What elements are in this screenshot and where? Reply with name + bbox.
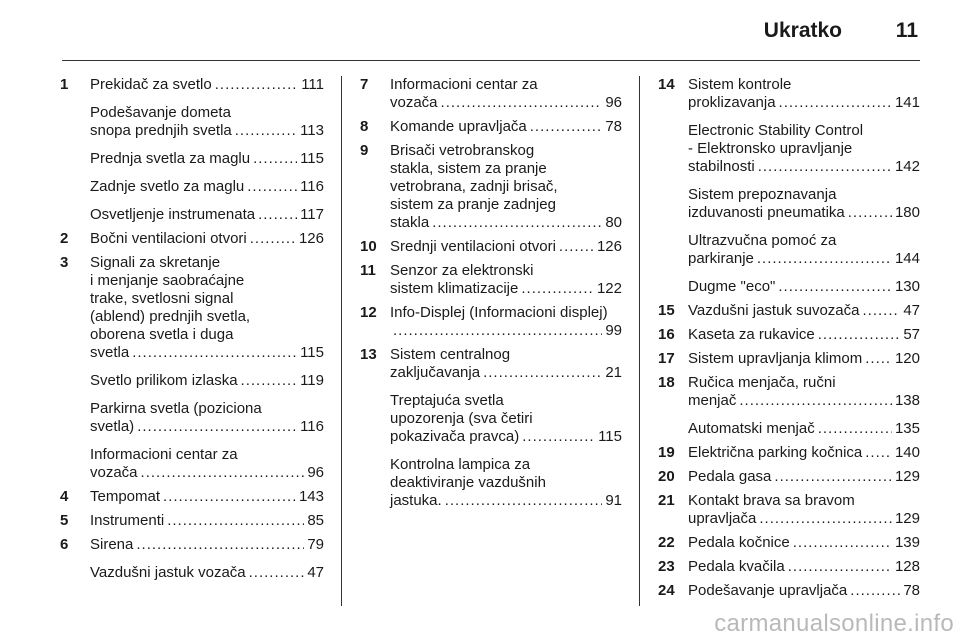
watermark: carmanualsonline.info <box>714 610 954 637</box>
toc-entry <box>60 76 324 94</box>
entry-page-number: 79 <box>307 536 324 553</box>
entry-text: Treptajuća svetla <box>390 392 504 409</box>
entry-text: Podešavanje upravljača <box>688 582 848 599</box>
toc-entry <box>60 488 324 506</box>
entry-page-number: 113 <box>300 122 324 139</box>
entry-number: 14 <box>658 76 675 93</box>
entry-page-number: 143 <box>298 488 324 505</box>
entry-page-number: 128 <box>894 558 920 575</box>
dot-leader <box>445 492 603 510</box>
toc-entry <box>658 76 920 112</box>
entry-page-number: 138 <box>894 392 920 409</box>
toc-entry <box>658 582 920 600</box>
dot-leader <box>141 464 305 482</box>
entry-number: 16 <box>658 326 675 343</box>
dot-leader <box>167 512 304 530</box>
toc-entry <box>658 186 920 222</box>
dot-leader <box>739 392 892 410</box>
dot-leader <box>757 250 892 268</box>
entry-number: 19 <box>658 444 675 461</box>
entry-text: (ablend) prednjih svetla, <box>90 308 251 325</box>
entry-text: deaktiviranje vazdušnih <box>390 474 546 491</box>
entry-page-number: 119 <box>300 372 324 389</box>
entry-text: upozorenja (sva četiri <box>390 410 533 427</box>
entry-number: 7 <box>360 76 369 93</box>
entry-text: i menjanje saobraćajne <box>90 272 245 289</box>
entry-text: upravljača <box>688 510 757 527</box>
entry-page-number: 120 <box>894 350 920 367</box>
entry-page-number: 111 <box>301 76 324 93</box>
entry-text: pokazivača pravca) <box>390 428 520 445</box>
entry-text: Pedala gasa <box>688 468 772 485</box>
dot-leader <box>758 158 892 176</box>
entry-text: Vazdušni jastuk suvozača <box>688 302 860 319</box>
entry-text: stabilnosti <box>688 158 755 175</box>
toc-entry <box>658 534 920 552</box>
entry-text: parkiranje <box>688 250 754 267</box>
entry-text: Informacioni centar za <box>390 76 538 93</box>
dot-leader <box>862 302 900 320</box>
entry-text: Brisači vetrobranskog <box>390 142 535 159</box>
entry-text: Electronic Stability Control <box>688 122 864 139</box>
entry-page-number: 96 <box>605 94 622 111</box>
entry-text: Ručica menjača, ručni <box>688 374 836 391</box>
entry-page-number: 96 <box>307 464 324 481</box>
column-divider-1 <box>341 76 342 606</box>
entry-page-number: 122 <box>596 280 622 297</box>
entry-number: 9 <box>360 142 369 159</box>
entry-text: Instrumenti <box>90 512 165 529</box>
dot-leader <box>247 178 297 196</box>
dot-leader <box>258 206 297 224</box>
entry-number: 17 <box>658 350 675 367</box>
dot-leader <box>865 444 892 462</box>
toc-entry <box>60 400 324 436</box>
entry-text: Sistem upravljanja klimom <box>688 350 863 367</box>
toc-entry <box>658 350 920 368</box>
entry-text: Ultrazvučna pomoć za <box>688 232 837 249</box>
dot-leader <box>779 94 892 112</box>
entry-page-number: 130 <box>894 278 920 295</box>
entry-text: Sistem centralnog <box>390 346 511 363</box>
entry-text: Senzor za elektronski <box>390 262 534 279</box>
dot-leader <box>241 372 298 390</box>
toc-entry <box>658 558 920 576</box>
entry-text: trake, svetlosni signal <box>90 290 234 307</box>
toc-entry <box>60 104 324 140</box>
dot-leader <box>778 278 892 296</box>
entry-text: Pedala kvačila <box>688 558 785 575</box>
entry-number: 11 <box>360 262 376 279</box>
entry-text: stakla <box>390 214 430 231</box>
toc-entry <box>60 254 324 362</box>
entry-text: Tempomat <box>90 488 161 505</box>
entry-page-number: 144 <box>894 250 920 267</box>
page-header <box>0 0 960 62</box>
entry-page-number: 117 <box>300 206 324 223</box>
dot-leader <box>235 122 297 140</box>
entry-page-number: 78 <box>903 582 920 599</box>
page-title: Ukratko <box>763 19 842 42</box>
entry-page-number: 80 <box>605 214 622 231</box>
dot-leader <box>253 150 297 168</box>
entry-page-number: 140 <box>894 444 920 461</box>
dot-leader <box>759 510 892 528</box>
entry-page-number: 116 <box>300 178 324 195</box>
dot-leader <box>788 558 892 576</box>
toc-entry <box>60 150 324 168</box>
entry-page-number: 135 <box>894 420 920 437</box>
toc-entry <box>658 444 920 462</box>
toc-column-2 <box>360 76 622 516</box>
entry-number: 18 <box>658 374 675 391</box>
dot-leader <box>137 418 297 436</box>
entry-page-number: 21 <box>605 364 622 381</box>
entry-text: proklizavanja <box>688 94 776 111</box>
entry-text: jastuka. <box>390 492 442 509</box>
entry-number: 23 <box>658 558 675 575</box>
entry-number: 2 <box>60 230 69 247</box>
entry-text: stakla, sistem za pranje <box>390 160 547 177</box>
entry-page-number: 115 <box>300 344 324 361</box>
column-divider-2 <box>639 76 640 606</box>
entry-text: sistem klimatizacije <box>390 280 519 297</box>
entry-page-number: 141 <box>894 94 920 111</box>
dot-leader <box>249 564 305 582</box>
entry-page-number: 116 <box>300 418 324 435</box>
toc-entry <box>60 230 324 248</box>
toc-entry <box>658 326 920 344</box>
page-number: 11 <box>895 19 918 42</box>
toc-entry <box>360 76 622 112</box>
toc-entry <box>60 178 324 196</box>
entry-text: Prednja svetla za maglu <box>90 150 251 167</box>
entry-page-number: 78 <box>605 118 622 135</box>
entry-text: sistem za pranje zadnjeg <box>390 196 556 213</box>
entry-text: Srednji ventilacioni otvori <box>390 238 556 255</box>
entry-page-number: 180 <box>894 204 920 221</box>
entry-text: Zadnje svetlo za maglu <box>90 178 245 195</box>
dot-leader <box>215 76 298 94</box>
entry-text: zaključavanja <box>390 364 481 381</box>
entry-text: Sistem prepoznavanja <box>688 186 837 203</box>
toc-entry <box>60 536 324 554</box>
dot-leader <box>774 468 892 486</box>
entry-text: Automatski menjač <box>688 420 815 437</box>
entry-number: 8 <box>360 118 369 135</box>
dot-leader <box>250 230 296 248</box>
entry-number: 10 <box>360 238 377 255</box>
toc-entry <box>60 564 324 582</box>
toc-entry <box>658 278 920 296</box>
entry-text: Signali za skretanje <box>90 254 221 271</box>
entry-page-number: 139 <box>894 534 920 551</box>
toc-entry <box>60 446 324 482</box>
entry-text: Kontrolna lampica za <box>390 456 531 473</box>
entry-text: svetla <box>90 344 130 361</box>
entry-text: snopa prednjih svetla <box>90 122 232 139</box>
toc-entry <box>360 304 622 340</box>
toc-entry <box>658 122 920 176</box>
entry-page-number: 57 <box>903 326 920 343</box>
entry-page-number: 115 <box>300 150 324 167</box>
entry-text: oborena svetla i duga <box>90 326 234 343</box>
entry-number: 12 <box>360 304 377 321</box>
dot-leader <box>132 344 297 362</box>
entry-text: vozača <box>390 94 438 111</box>
entry-number: 21 <box>658 492 675 509</box>
toc-column-3 <box>658 76 920 606</box>
entry-text: Bočni ventilacioni otvori <box>90 230 247 247</box>
entry-text: Električna parking kočnica <box>688 444 863 461</box>
dot-leader <box>432 214 602 232</box>
entry-text: svetla) <box>90 418 135 435</box>
entry-page-number: 47 <box>307 564 324 581</box>
entry-number: 5 <box>60 512 69 529</box>
entry-text: Info-Displej (Informacioni displej) <box>390 304 608 321</box>
entry-page-number: 85 <box>307 512 324 529</box>
entry-text: Parkirna svetla (poziciona <box>90 400 262 417</box>
dot-leader <box>522 428 595 446</box>
dot-leader <box>521 280 594 298</box>
entry-page-number: 99 <box>605 322 622 339</box>
entry-page-number: 126 <box>298 230 324 247</box>
toc-entry <box>658 420 920 438</box>
entry-text: Informacioni centar za <box>90 446 238 463</box>
entry-text: Svetlo prilikom izlaska <box>90 372 238 389</box>
entry-page-number: 47 <box>903 302 920 319</box>
entry-text: Vazdušni jastuk vozača <box>90 564 246 581</box>
dot-leader <box>850 582 900 600</box>
toc-entry <box>360 262 622 298</box>
entry-text: Komande upravljača <box>390 118 527 135</box>
toc-entry <box>60 512 324 530</box>
entry-number: 15 <box>658 302 675 319</box>
entry-text: Prekidač za svetlo <box>90 76 212 93</box>
dot-leader <box>865 350 892 368</box>
dot-leader <box>441 94 603 112</box>
entry-text: Osvetljenje instrumenata <box>90 206 256 223</box>
entry-text: vetrobrana, zadnji brisač, <box>390 178 558 195</box>
entry-page-number: 129 <box>894 468 920 485</box>
toc-entry <box>360 142 622 232</box>
toc-entry <box>360 118 622 136</box>
toc-entry <box>658 302 920 320</box>
toc-entry <box>360 392 622 446</box>
dot-leader <box>848 204 892 222</box>
entry-page-number: 91 <box>605 492 622 509</box>
toc-entry <box>658 492 920 528</box>
entry-page-number: 126 <box>596 238 622 255</box>
toc-entry <box>658 374 920 410</box>
entry-text: Pedala kočnice <box>688 534 790 551</box>
entry-text: Sistem kontrole <box>688 76 792 93</box>
toc-entry <box>60 372 324 390</box>
entry-text: menjač <box>688 392 737 409</box>
entry-text: Dugme "eco" <box>688 278 776 295</box>
toc-entry <box>360 346 622 382</box>
dot-leader <box>483 364 602 382</box>
entry-number: 6 <box>60 536 69 553</box>
dot-leader <box>559 238 594 256</box>
header-divider <box>62 60 920 61</box>
entry-text: Kaseta za rukavice <box>688 326 815 343</box>
dot-leader <box>393 322 602 340</box>
entry-text: izduvanosti pneumatika <box>688 204 845 221</box>
entry-text: - Elektronsko upravljanje <box>688 140 853 157</box>
entry-number: 1 <box>60 76 69 93</box>
entry-page-number: 129 <box>894 510 920 527</box>
dot-leader <box>530 118 603 136</box>
toc-entry <box>60 206 324 224</box>
entry-text: Podešavanje dometa <box>90 104 231 121</box>
dot-leader <box>163 488 296 506</box>
entry-page-number: 115 <box>598 428 622 445</box>
toc-entry <box>360 456 622 510</box>
dot-leader <box>793 534 892 552</box>
dot-leader <box>818 420 892 438</box>
dot-leader <box>136 536 304 554</box>
entry-number: 24 <box>658 582 675 599</box>
entry-number: 13 <box>360 346 377 363</box>
entry-text: Sirena <box>90 536 134 553</box>
toc-column-1 <box>60 76 324 588</box>
entry-text: vozača <box>90 464 138 481</box>
toc-entry <box>360 238 622 256</box>
entry-number: 3 <box>60 254 69 271</box>
dot-leader <box>818 326 901 344</box>
entry-number: 22 <box>658 534 675 551</box>
toc-entry <box>658 468 920 486</box>
toc-entry <box>658 232 920 268</box>
entry-number: 4 <box>60 488 69 505</box>
entry-number: 20 <box>658 468 675 485</box>
entry-page-number: 142 <box>894 158 920 175</box>
entry-text: Kontakt brava sa bravom <box>688 492 855 509</box>
